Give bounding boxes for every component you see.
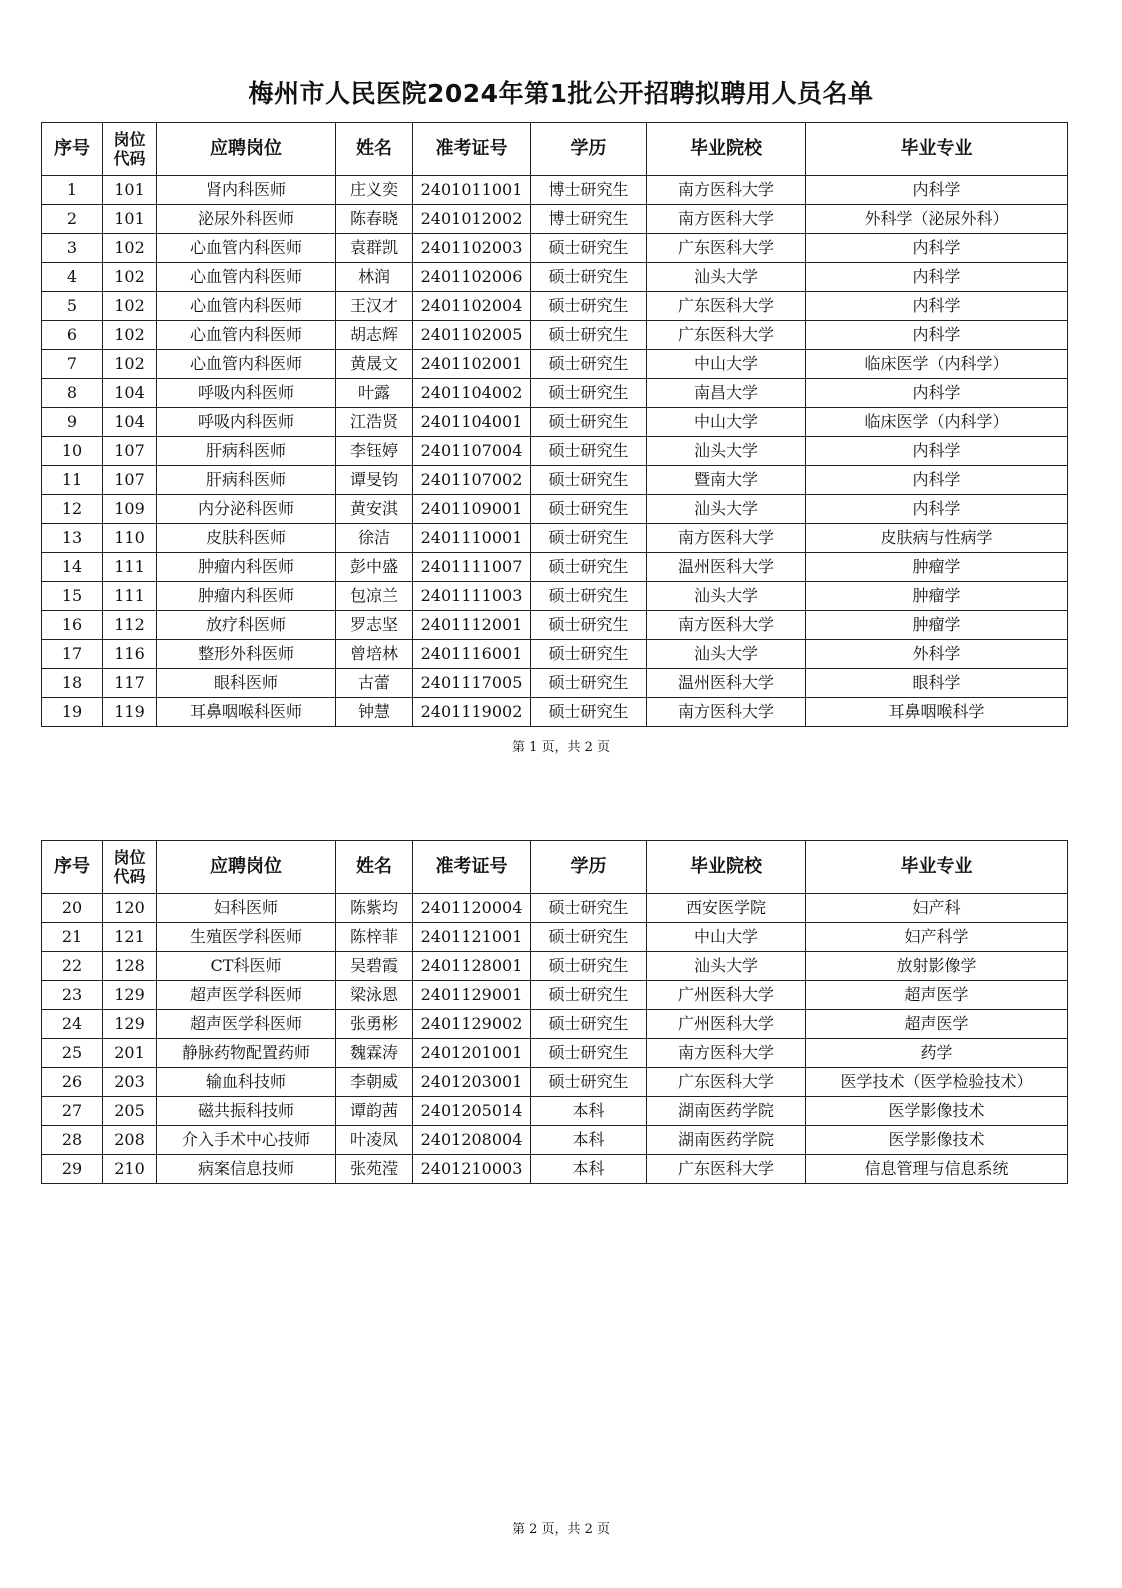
cell-education: 硕士研究生 <box>531 437 647 466</box>
cell-seq: 20 <box>42 894 103 923</box>
cell-education: 硕士研究生 <box>531 952 647 981</box>
table-row <box>42 553 1068 582</box>
cell-school: 中山大学 <box>647 408 806 437</box>
cell-position: 生殖医学科医师 <box>157 923 336 952</box>
cell-seq: 12 <box>42 495 103 524</box>
cell-position-code: 102 <box>103 234 157 263</box>
cell-education: 硕士研究生 <box>531 379 647 408</box>
cell-name: 魏霖涛 <box>336 1039 413 1068</box>
cell-exam-id: 2401117005 <box>413 669 531 698</box>
cell-education: 硕士研究生 <box>531 466 647 495</box>
header-code-line2: 代码 <box>113 149 146 168</box>
cell-seq: 25 <box>42 1039 103 1068</box>
cell-school: 暨南大学 <box>647 466 806 495</box>
cell-seq: 4 <box>42 263 103 292</box>
cell-position: 呼吸内科医师 <box>157 408 336 437</box>
cell-major: 放射影像学 <box>806 952 1068 981</box>
cell-position: 皮肤科医师 <box>157 524 336 553</box>
cell-education: 硕士研究生 <box>531 894 647 923</box>
cell-position: 肝病科医师 <box>157 437 336 466</box>
cell-seq: 17 <box>42 640 103 669</box>
cell-name: 谭旻钧 <box>336 466 413 495</box>
cell-exam-id: 2401203001 <box>413 1068 531 1097</box>
table-row <box>42 408 1068 437</box>
cell-name: 曾培林 <box>336 640 413 669</box>
cell-exam-id: 2401102003 <box>413 234 531 263</box>
cell-name: 张苑滢 <box>336 1155 413 1184</box>
cell-major: 信息管理与信息系统 <box>806 1155 1068 1184</box>
cell-major: 肿瘤学 <box>806 553 1068 582</box>
cell-major: 内科学 <box>806 263 1068 292</box>
cell-position: 超声医学科医师 <box>157 1010 336 1039</box>
cell-exam-id: 2401104002 <box>413 379 531 408</box>
table-row <box>42 582 1068 611</box>
cell-position: 耳鼻咽喉科医师 <box>157 698 336 727</box>
cell-position: 输血科技师 <box>157 1068 336 1097</box>
cell-education: 硕士研究生 <box>531 582 647 611</box>
hire-list-table-page-2 <box>41 840 1068 1184</box>
cell-position: 病案信息技师 <box>157 1155 336 1184</box>
cell-exam-id: 2401107004 <box>413 437 531 466</box>
cell-exam-id: 2401116001 <box>413 640 531 669</box>
table-body-page-1 <box>42 176 1068 727</box>
header-position-code <box>103 123 157 176</box>
cell-position-code: 111 <box>103 582 157 611</box>
table-row <box>42 1126 1068 1155</box>
cell-position-code: 129 <box>103 981 157 1010</box>
cell-education: 硕士研究生 <box>531 292 647 321</box>
cell-seq: 26 <box>42 1068 103 1097</box>
cell-major: 妇产科学 <box>806 923 1068 952</box>
header-seq: 序号 <box>42 123 103 176</box>
table-row <box>42 321 1068 350</box>
cell-position: 静脉药物配置药师 <box>157 1039 336 1068</box>
cell-education: 硕士研究生 <box>531 350 647 379</box>
cell-name: 庄义奕 <box>336 176 413 205</box>
cell-exam-id: 2401011001 <box>413 176 531 205</box>
cell-education: 本科 <box>531 1126 647 1155</box>
cell-school: 南方医科大学 <box>647 698 806 727</box>
cell-name: 陈春晓 <box>336 205 413 234</box>
cell-seq: 8 <box>42 379 103 408</box>
cell-position-code: 101 <box>103 205 157 234</box>
cell-school: 南方医科大学 <box>647 1039 806 1068</box>
header-education: 学历 <box>531 123 647 176</box>
cell-education: 本科 <box>531 1097 647 1126</box>
cell-school: 湖南医药学院 <box>647 1126 806 1155</box>
cell-seq: 16 <box>42 611 103 640</box>
cell-exam-id: 2401119002 <box>413 698 531 727</box>
cell-position: 妇科医师 <box>157 894 336 923</box>
cell-school: 汕头大学 <box>647 952 806 981</box>
table-row <box>42 234 1068 263</box>
cell-seq: 23 <box>42 981 103 1010</box>
table-row <box>42 894 1068 923</box>
cell-position-code: 104 <box>103 379 157 408</box>
cell-exam-id: 2401102001 <box>413 350 531 379</box>
cell-name: 罗志坚 <box>336 611 413 640</box>
cell-education: 硕士研究生 <box>531 640 647 669</box>
table-row <box>42 669 1068 698</box>
cell-name: 徐洁 <box>336 524 413 553</box>
cell-exam-id: 2401102004 <box>413 292 531 321</box>
table-row <box>42 611 1068 640</box>
cell-position: 超声医学科医师 <box>157 981 336 1010</box>
cell-major: 内科学 <box>806 379 1068 408</box>
cell-position-code: 110 <box>103 524 157 553</box>
cell-school: 汕头大学 <box>647 582 806 611</box>
cell-position-code: 116 <box>103 640 157 669</box>
cell-education: 硕士研究生 <box>531 495 647 524</box>
cell-exam-id: 2401109001 <box>413 495 531 524</box>
cell-position-code: 210 <box>103 1155 157 1184</box>
cell-name: 胡志辉 <box>336 321 413 350</box>
cell-position: 磁共振科技师 <box>157 1097 336 1126</box>
page-footer-1: 第 1 页，共 2 页 <box>511 740 611 755</box>
header-code-line1: 岗位 <box>113 130 146 149</box>
cell-seq: 28 <box>42 1126 103 1155</box>
cell-school: 广州医科大学 <box>647 981 806 1010</box>
cell-seq: 22 <box>42 952 103 981</box>
cell-position-code: 121 <box>103 923 157 952</box>
cell-position: 呼吸内科医师 <box>157 379 336 408</box>
cell-education: 博士研究生 <box>531 176 647 205</box>
cell-school: 广东医科大学 <box>647 1155 806 1184</box>
cell-exam-id: 2401201001 <box>413 1039 531 1068</box>
cell-school: 南方医科大学 <box>647 205 806 234</box>
cell-position-code: 104 <box>103 408 157 437</box>
page-footer-2: 第 2 页，共 2 页 <box>511 1522 611 1537</box>
table-header-row <box>42 841 1068 894</box>
header-position-code <box>103 841 157 894</box>
cell-exam-id: 2401112001 <box>413 611 531 640</box>
cell-education: 硕士研究生 <box>531 408 647 437</box>
cell-exam-id: 2401012002 <box>413 205 531 234</box>
cell-education: 硕士研究生 <box>531 669 647 698</box>
table-body-page-2 <box>42 894 1068 1184</box>
cell-exam-id: 2401121001 <box>413 923 531 952</box>
cell-school: 广州医科大学 <box>647 1010 806 1039</box>
cell-exam-id: 2401104001 <box>413 408 531 437</box>
cell-school: 广东医科大学 <box>647 292 806 321</box>
header-major: 毕业专业 <box>806 841 1068 894</box>
table-row <box>42 1097 1068 1126</box>
cell-position-code: 205 <box>103 1097 157 1126</box>
table-row <box>42 1068 1068 1097</box>
cell-education: 硕士研究生 <box>531 611 647 640</box>
cell-education: 硕士研究生 <box>531 1039 647 1068</box>
cell-exam-id: 2401120004 <box>413 894 531 923</box>
cell-exam-id: 2401129001 <box>413 981 531 1010</box>
cell-position-code: 120 <box>103 894 157 923</box>
cell-position-code: 101 <box>103 176 157 205</box>
header-exam-id: 准考证号 <box>413 123 531 176</box>
cell-seq: 2 <box>42 205 103 234</box>
cell-education: 硕士研究生 <box>531 553 647 582</box>
cell-seq: 15 <box>42 582 103 611</box>
cell-position-code: 129 <box>103 1010 157 1039</box>
cell-position-code: 102 <box>103 321 157 350</box>
cell-major: 皮肤病与性病学 <box>806 524 1068 553</box>
table-row <box>42 292 1068 321</box>
cell-exam-id: 2401102005 <box>413 321 531 350</box>
cell-position-code: 107 <box>103 466 157 495</box>
header-position: 应聘岗位 <box>157 841 336 894</box>
cell-education: 硕士研究生 <box>531 698 647 727</box>
cell-education: 博士研究生 <box>531 205 647 234</box>
cell-position: 介入手术中心技师 <box>157 1126 336 1155</box>
cell-name: 张勇彬 <box>336 1010 413 1039</box>
cell-name: 李朝威 <box>336 1068 413 1097</box>
cell-exam-id: 2401128001 <box>413 952 531 981</box>
cell-major: 肿瘤学 <box>806 611 1068 640</box>
cell-name: 陈梓菲 <box>336 923 413 952</box>
table-row <box>42 379 1068 408</box>
cell-seq: 9 <box>42 408 103 437</box>
cell-seq: 18 <box>42 669 103 698</box>
cell-name: 叶凌凤 <box>336 1126 413 1155</box>
cell-school: 南方医科大学 <box>647 524 806 553</box>
cell-position-code: 203 <box>103 1068 157 1097</box>
cell-position: 心血管内科医师 <box>157 292 336 321</box>
cell-position: 心血管内科医师 <box>157 234 336 263</box>
cell-major: 临床医学（内科学） <box>806 350 1068 379</box>
cell-seq: 3 <box>42 234 103 263</box>
cell-position: 内分泌科医师 <box>157 495 336 524</box>
cell-seq: 14 <box>42 553 103 582</box>
hire-list-table-page-1 <box>41 122 1068 727</box>
cell-education: 硕士研究生 <box>531 524 647 553</box>
header-school: 毕业院校 <box>647 841 806 894</box>
cell-major: 眼科学 <box>806 669 1068 698</box>
header-code-line2: 代码 <box>113 867 146 886</box>
header-exam-id: 准考证号 <box>413 841 531 894</box>
cell-school: 温州医科大学 <box>647 553 806 582</box>
cell-exam-id: 2401111007 <box>413 553 531 582</box>
cell-position-code: 201 <box>103 1039 157 1068</box>
cell-position-code: 102 <box>103 263 157 292</box>
cell-seq: 29 <box>42 1155 103 1184</box>
cell-school: 温州医科大学 <box>647 669 806 698</box>
cell-education: 硕士研究生 <box>531 234 647 263</box>
cell-position: 心血管内科医师 <box>157 263 336 292</box>
header-position: 应聘岗位 <box>157 123 336 176</box>
cell-position: 心血管内科医师 <box>157 321 336 350</box>
cell-major: 超声医学 <box>806 981 1068 1010</box>
cell-position: 眼科医师 <box>157 669 336 698</box>
cell-seq: 7 <box>42 350 103 379</box>
cell-exam-id: 2401129002 <box>413 1010 531 1039</box>
cell-major: 外科学（泌尿外科） <box>806 205 1068 234</box>
table-row <box>42 952 1068 981</box>
cell-major: 肿瘤学 <box>806 582 1068 611</box>
cell-major: 超声医学 <box>806 1010 1068 1039</box>
cell-seq: 24 <box>42 1010 103 1039</box>
table-row <box>42 923 1068 952</box>
cell-name: 梁泳恩 <box>336 981 413 1010</box>
cell-name: 吴碧霞 <box>336 952 413 981</box>
table-row <box>42 437 1068 466</box>
cell-school: 广东医科大学 <box>647 321 806 350</box>
table-row <box>42 1010 1068 1039</box>
cell-position-code: 109 <box>103 495 157 524</box>
cell-education: 硕士研究生 <box>531 263 647 292</box>
cell-position: 心血管内科医师 <box>157 350 336 379</box>
table-row <box>42 466 1068 495</box>
cell-major: 内科学 <box>806 495 1068 524</box>
header-school: 毕业院校 <box>647 123 806 176</box>
cell-major: 医学影像技术 <box>806 1097 1068 1126</box>
cell-major: 内科学 <box>806 466 1068 495</box>
cell-major: 内科学 <box>806 176 1068 205</box>
cell-school: 南方医科大学 <box>647 611 806 640</box>
cell-position: 放疗科医师 <box>157 611 336 640</box>
cell-school: 汕头大学 <box>647 640 806 669</box>
cell-school: 汕头大学 <box>647 437 806 466</box>
table-row <box>42 263 1068 292</box>
cell-major: 妇产科 <box>806 894 1068 923</box>
cell-name: 黄晟文 <box>336 350 413 379</box>
cell-seq: 6 <box>42 321 103 350</box>
cell-position: 肿瘤内科医师 <box>157 553 336 582</box>
cell-major: 内科学 <box>806 321 1068 350</box>
cell-major: 医学技术（医学检验技术） <box>806 1068 1068 1097</box>
cell-seq: 5 <box>42 292 103 321</box>
header-major: 毕业专业 <box>806 123 1068 176</box>
cell-school: 汕头大学 <box>647 263 806 292</box>
cell-name: 袁群凯 <box>336 234 413 263</box>
cell-position-code: 208 <box>103 1126 157 1155</box>
cell-major: 内科学 <box>806 437 1068 466</box>
cell-major: 临床医学（内科学） <box>806 408 1068 437</box>
cell-name: 李钰婷 <box>336 437 413 466</box>
cell-position-code: 111 <box>103 553 157 582</box>
cell-school: 湖南医药学院 <box>647 1097 806 1126</box>
cell-position-code: 102 <box>103 350 157 379</box>
table-row <box>42 1039 1068 1068</box>
cell-education: 硕士研究生 <box>531 321 647 350</box>
cell-position: 肿瘤内科医师 <box>157 582 336 611</box>
cell-position-code: 119 <box>103 698 157 727</box>
table-header-row <box>42 123 1068 176</box>
cell-school: 南昌大学 <box>647 379 806 408</box>
cell-position: 泌尿外科医师 <box>157 205 336 234</box>
cell-education: 本科 <box>531 1155 647 1184</box>
cell-position-code: 112 <box>103 611 157 640</box>
cell-seq: 19 <box>42 698 103 727</box>
cell-position-code: 117 <box>103 669 157 698</box>
table-row <box>42 205 1068 234</box>
cell-seq: 10 <box>42 437 103 466</box>
header-code-line1: 岗位 <box>113 848 146 867</box>
cell-exam-id: 2401102006 <box>413 263 531 292</box>
cell-education: 硕士研究生 <box>531 1068 647 1097</box>
cell-exam-id: 2401205014 <box>413 1097 531 1126</box>
cell-exam-id: 2401107002 <box>413 466 531 495</box>
cell-name: 王汉才 <box>336 292 413 321</box>
table-row <box>42 176 1068 205</box>
cell-school: 广东医科大学 <box>647 234 806 263</box>
table-row <box>42 495 1068 524</box>
cell-seq: 27 <box>42 1097 103 1126</box>
cell-major: 医学影像技术 <box>806 1126 1068 1155</box>
cell-exam-id: 2401208004 <box>413 1126 531 1155</box>
cell-education: 硕士研究生 <box>531 981 647 1010</box>
table-row <box>42 350 1068 379</box>
document-title: 梅州市人民医院2024年第1批公开招聘拟聘用人员名单 <box>248 79 874 108</box>
table-row <box>42 1155 1068 1184</box>
header-name: 姓名 <box>336 841 413 894</box>
table-row <box>42 524 1068 553</box>
table-row <box>42 981 1068 1010</box>
cell-position: 肝病科医师 <box>157 466 336 495</box>
cell-position-code: 102 <box>103 292 157 321</box>
cell-seq: 11 <box>42 466 103 495</box>
header-education: 学历 <box>531 841 647 894</box>
cell-exam-id: 2401210003 <box>413 1155 531 1184</box>
cell-major: 耳鼻咽喉科学 <box>806 698 1068 727</box>
cell-major: 内科学 <box>806 292 1068 321</box>
cell-exam-id: 2401111003 <box>413 582 531 611</box>
cell-name: 林润 <box>336 263 413 292</box>
cell-major: 内科学 <box>806 234 1068 263</box>
table-row <box>42 640 1068 669</box>
cell-name: 叶露 <box>336 379 413 408</box>
cell-position: 整形外科医师 <box>157 640 336 669</box>
cell-school: 广东医科大学 <box>647 1068 806 1097</box>
cell-education: 硕士研究生 <box>531 923 647 952</box>
cell-name: 钟慧 <box>336 698 413 727</box>
cell-school: 西安医学院 <box>647 894 806 923</box>
cell-school: 中山大学 <box>647 923 806 952</box>
cell-exam-id: 2401110001 <box>413 524 531 553</box>
cell-school: 中山大学 <box>647 350 806 379</box>
header-name: 姓名 <box>336 123 413 176</box>
cell-major: 外科学 <box>806 640 1068 669</box>
cell-name: 古蕾 <box>336 669 413 698</box>
cell-name: 黄安淇 <box>336 495 413 524</box>
table-row <box>42 698 1068 727</box>
cell-major: 药学 <box>806 1039 1068 1068</box>
cell-name: 江浩贤 <box>336 408 413 437</box>
cell-name: 彭中盛 <box>336 553 413 582</box>
cell-position: CT科医师 <box>157 952 336 981</box>
cell-name: 包凉兰 <box>336 582 413 611</box>
cell-name: 陈紫均 <box>336 894 413 923</box>
cell-name: 谭韵茜 <box>336 1097 413 1126</box>
cell-position: 肾内科医师 <box>157 176 336 205</box>
cell-seq: 1 <box>42 176 103 205</box>
cell-school: 南方医科大学 <box>647 176 806 205</box>
cell-education: 硕士研究生 <box>531 1010 647 1039</box>
header-seq: 序号 <box>42 841 103 894</box>
cell-seq: 21 <box>42 923 103 952</box>
cell-seq: 13 <box>42 524 103 553</box>
cell-school: 汕头大学 <box>647 495 806 524</box>
cell-position-code: 107 <box>103 437 157 466</box>
cell-position-code: 128 <box>103 952 157 981</box>
